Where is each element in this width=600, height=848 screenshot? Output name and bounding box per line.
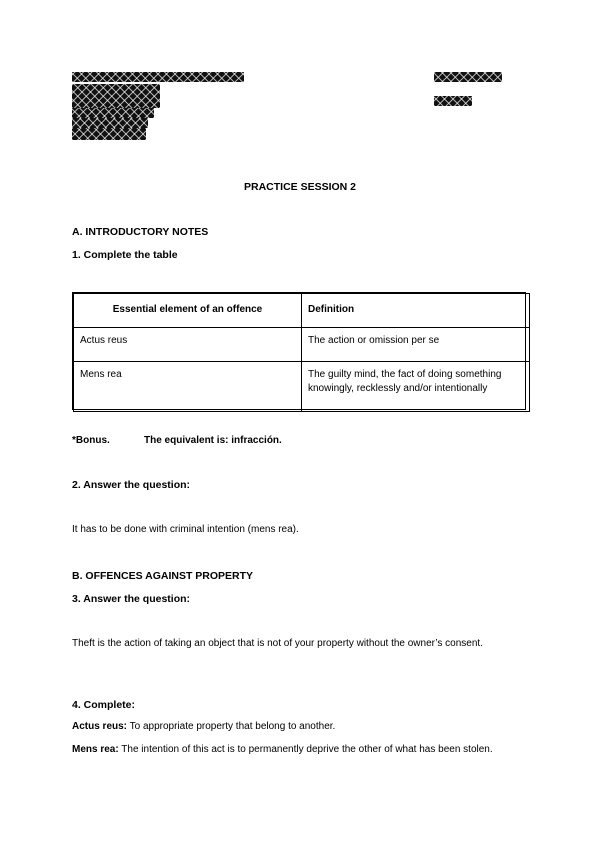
actus-reus-text: To appropriate property that belong to another. (129, 721, 336, 732)
question-1-title: 1. Complete the table (72, 249, 178, 261)
redaction-block-4 (72, 118, 148, 128)
table-header-row (74, 294, 530, 328)
table-header-element: Essential element of an offence (74, 294, 302, 328)
actus-reus-label: Actus reus: (72, 721, 128, 732)
table-row (74, 362, 530, 412)
question-3-answer: Theft is the action of taking an object that is not of your property without the owner’s consent. (72, 638, 483, 649)
redaction-block-7 (434, 96, 472, 106)
section-b-title: B. OFFENCES AGAINST PROPERTY (72, 570, 254, 582)
question-4-title: 4. Complete: (72, 699, 136, 711)
table-cell-definition: The guilty mind, the fact of doing something knowingly, recklessly and/or intentionally (302, 362, 530, 412)
section-a-title: A. INTRODUCTORY NOTES (72, 226, 209, 238)
question-2-title: 2. Answer the question: (72, 479, 191, 491)
essential-elements-table (72, 292, 526, 410)
redaction-block-5 (72, 128, 146, 140)
mens-rea-text: The intention of this act is to permanently deprive the other of what has been stolen. (121, 744, 493, 755)
question-4-actus-reus (72, 719, 528, 735)
mens-rea-label: Mens rea: (72, 744, 119, 755)
bonus-label: *Bonus. (72, 435, 110, 446)
page-title: PRACTICE SESSION 2 (243, 181, 357, 193)
question-3-title: 3. Answer the question: (72, 593, 191, 605)
table-cell-element: Mens rea (74, 362, 302, 412)
redaction-block-6 (434, 72, 502, 82)
redaction-block-3 (72, 108, 154, 118)
question-2-answer: It has to be done with criminal intention (mens rea). (72, 524, 299, 535)
table-cell-definition: The action or omission per se (302, 328, 530, 362)
table (73, 293, 530, 412)
redaction-block-2 (72, 84, 160, 108)
table-cell-element: Actus reus (74, 328, 302, 362)
question-4-mens-rea (72, 742, 522, 758)
table-header-definition: Definition (302, 294, 530, 328)
table-row (74, 328, 530, 362)
bonus-text: The equivalent is: infracción. (144, 435, 282, 446)
redaction-block-1 (72, 72, 244, 82)
